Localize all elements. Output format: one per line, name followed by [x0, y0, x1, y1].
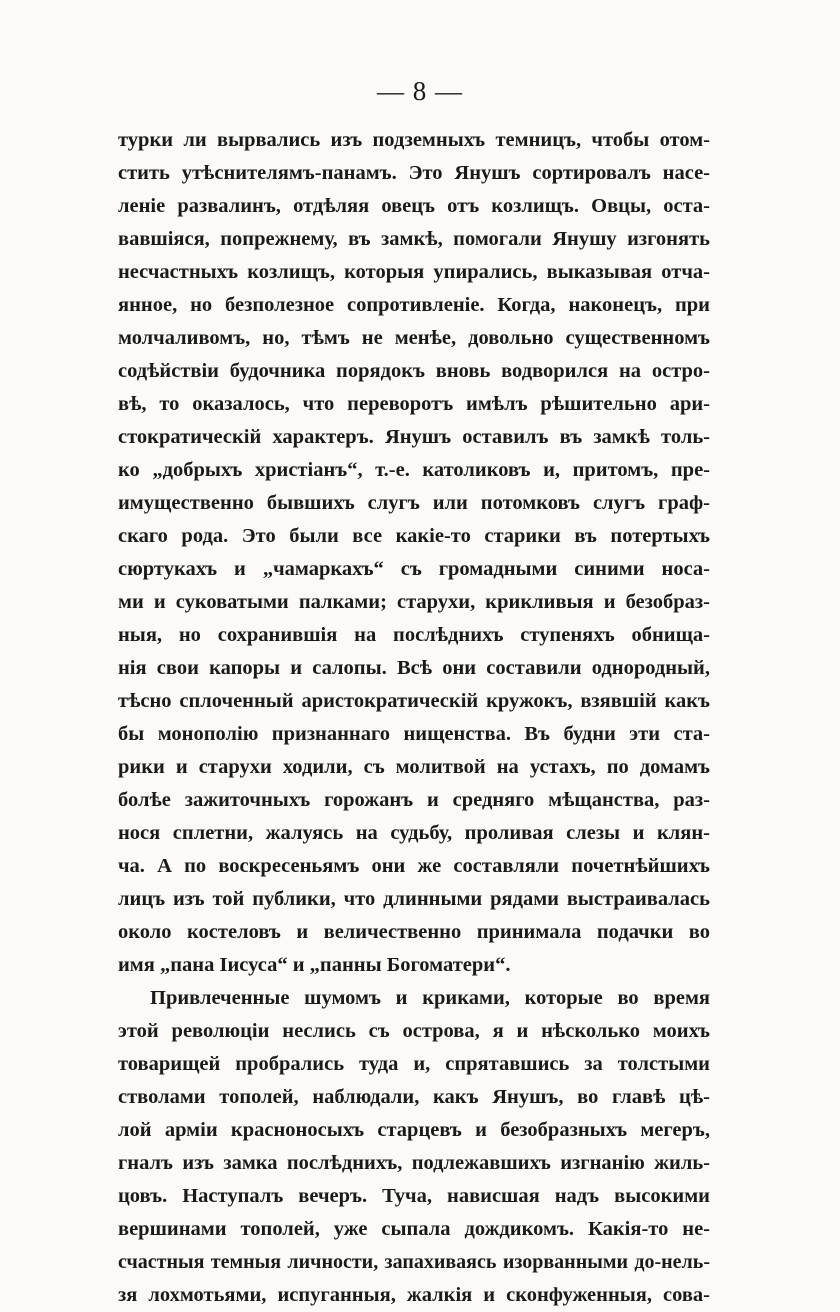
text-line: турки ли вырвались изъ подземныхъ темницъ, чтобы отом- — [118, 129, 710, 151]
text-line: сюртукахъ и „чамаркахъ“ съ громадными синими носа- — [118, 558, 710, 580]
text-line: зя лохмотьями, испуганныя, жалкія и сконфуженныя, сова- — [118, 1284, 710, 1306]
text-line: несчастныхъ козлищъ, которыя упирались, выказывая отча- — [118, 261, 710, 283]
paragraph-2 — [118, 982, 710, 1312]
paragraph-1 — [118, 124, 710, 982]
text-line: тѣсно сплоченный аристократическій кружокъ, взявшій какъ — [118, 690, 710, 712]
text-line: янное, но безполезное сопротивленіе. Когда, наконецъ, при — [118, 294, 710, 316]
text-line: вершинами тополей, уже сыпала дождикомъ. Какія-то не- — [118, 1218, 710, 1240]
text-line: этой революціи неслись съ острова, я и нѣсколько моихъ — [118, 1020, 710, 1042]
text-line: стократическій характеръ. Янушъ оставилъ въ замкѣ толь- — [118, 426, 710, 448]
text-line: болѣе зажиточныхъ горожанъ и средняго мѣщанства, раз- — [118, 789, 710, 811]
text-line: вавшіяся, попрежнему, въ замкѣ, помогали Янушу изгонять — [118, 228, 710, 250]
text-line: стить утѣснителямъ-панамъ. Это Янушъ сортировалъ насе- — [118, 162, 710, 184]
text-line: ко „добрыхъ христіанъ“, т.-е. католиковъ и, притомъ, пре- — [118, 459, 710, 481]
text-line: цовъ. Наступалъ вечеръ. Туча, нависшая надъ высокими — [118, 1185, 710, 1207]
text-line: нія свои капоры и салопы. Всѣ они составили однородный, — [118, 657, 710, 679]
page-number: — 8 — — [377, 76, 463, 106]
text-line: стволами тополей, наблюдали, какъ Янушъ, во главѣ цѣ- — [118, 1086, 710, 1108]
text-line: имя „пана Іисуса“ и „панны Богоматери“. — [118, 954, 511, 976]
text-line: содѣйствіи будочника порядокъ вновь водворился на остро- — [118, 360, 710, 382]
text-line: счастныя темныя личности, запахиваясь изорванными до-нель- — [118, 1251, 710, 1273]
text-line: ныя, но сохранившія на послѣднихъ ступеняхъ обнища- — [118, 624, 710, 646]
text-line: ча. А по воскресеньямъ они же составляли почетнѣйшихъ — [118, 855, 710, 877]
text-line: молчаливомъ, но, тѣмъ не менѣе, довольно существенномъ — [118, 327, 710, 349]
text-line: нося сплетни, жалуясь на судьбу, проливая слезы и клян- — [118, 822, 710, 844]
text-line: гналъ изъ замка послѣднихъ, подлежавшихъ изгнанію жиль- — [118, 1152, 710, 1174]
text-line: около костеловъ и величественно принимала подачки во — [118, 921, 710, 943]
text-line: леніе развалинъ, отдѣляя овецъ отъ козлищъ. Овцы, оста- — [118, 195, 710, 217]
text-line: имущественно бывшихъ слугъ или потомковъ слугъ граф- — [118, 492, 710, 514]
text-line: лой арміи красноносыхъ старцевъ и безобразныхъ мегеръ, — [118, 1119, 710, 1141]
text-line: лицъ изъ той публики, что длинными рядами выстраивалась — [118, 888, 710, 910]
text-line: скаго рода. Это были все какіе-то старики въ потертыхъ — [118, 525, 710, 547]
text-line: бы монополію признаннаго нищенства. Въ будни эти ста- — [118, 723, 710, 745]
text-line: Привлеченные шумомъ и криками, которые во время — [150, 987, 710, 1009]
body-text — [118, 124, 710, 1312]
text-line: рики и старухи ходили, съ молитвой на устахъ, по домамъ — [118, 756, 710, 778]
text-line: вѣ, то оказалось, что переворотъ имѣлъ рѣшительно ари- — [118, 393, 710, 415]
text-line: ми и суковатыми палками; старухи, крикливыя и безобраз- — [118, 591, 710, 613]
text-line: товарищей пробрались туда и, спрятавшись за толстыми — [118, 1053, 710, 1075]
